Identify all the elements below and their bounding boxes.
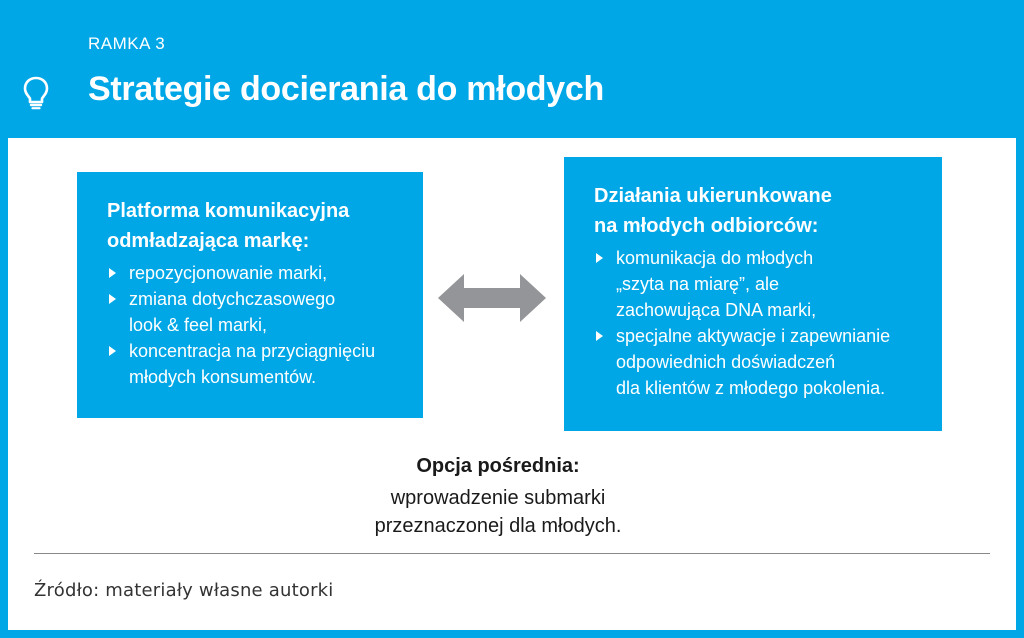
lightbulb-icon [22, 76, 50, 110]
list-item [594, 245, 932, 323]
list-item [594, 323, 932, 401]
bullet-triangle-icon [109, 294, 116, 304]
divider [34, 553, 990, 554]
bullet-triangle-icon [109, 346, 116, 356]
left-card-list [107, 260, 413, 390]
list-item-text: komunikacja do młodych „szyta na miarę”, ale zachowująca DNA marki, [616, 248, 817, 320]
right-card [564, 157, 942, 431]
bullet-triangle-icon [596, 253, 603, 263]
bullet-triangle-icon [109, 268, 116, 278]
list-item-text: zmiana dotychczasowego look & feel marki, [129, 289, 336, 335]
bullet-triangle-icon [596, 331, 603, 341]
header [0, 0, 1024, 138]
right-card-title: Działania ukierunkowane na młodych odbiorców: [594, 185, 832, 237]
intermediate-option-title: Opcja pośrednia: [416, 455, 580, 477]
list-item [107, 260, 413, 286]
list-item-text: koncentracja na przyciągnięciu młodych konsumentów. [129, 341, 376, 387]
list-item-text: repozycjonowanie marki, [129, 263, 328, 283]
left-card [77, 172, 423, 418]
list-item [107, 286, 413, 338]
list-item-text: specjalne aktywacje i zapewnianie odpowiednich doświadczeń dla klientów z młodego pokolenia. [616, 326, 891, 398]
double-arrow-icon [438, 274, 546, 322]
intermediate-option-text: wprowadzenie submarki przeznaczonej dla młodych. [374, 487, 622, 537]
source-note: Źródło: materiały własne autorki [34, 580, 334, 601]
right-card-list [594, 245, 932, 401]
list-item [107, 338, 413, 390]
intermediate-option [258, 452, 738, 540]
page-title: Strategie docierania do młodych [88, 70, 604, 108]
left-card-title: Platforma komunikacyjna odmładzająca markę: [107, 200, 350, 252]
content-panel [8, 138, 1016, 630]
box-label: RAMKA 3 [88, 34, 166, 53]
